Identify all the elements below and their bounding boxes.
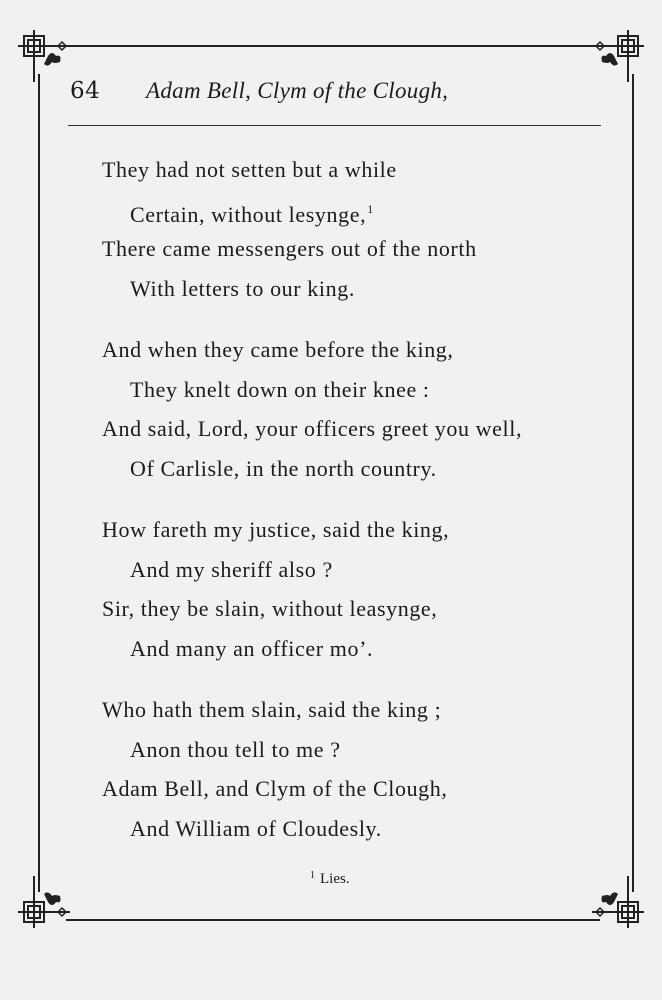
poem-body xyxy=(102,150,602,870)
verse-line: There came messengers out of the north xyxy=(102,236,477,261)
stanza xyxy=(102,330,602,488)
verse-line: How fareth my justice, said the king, xyxy=(102,517,450,542)
verse-line: And said, Lord, your officers greet you well, xyxy=(102,416,523,441)
footnote xyxy=(310,870,350,888)
border-top xyxy=(66,45,600,47)
border-right xyxy=(632,74,634,892)
header-rule xyxy=(68,125,601,126)
border-bottom xyxy=(66,919,600,921)
page-header xyxy=(70,74,600,110)
verse-line: Who hath them slain, said the king ; xyxy=(102,697,442,722)
footnote-marker: 1 xyxy=(367,201,374,216)
fleur-corner-icon xyxy=(14,26,70,82)
verse-line: And William of Cloudesly. xyxy=(130,815,382,841)
stanza xyxy=(102,150,602,308)
verse-line: And when they came before the king, xyxy=(102,337,454,362)
verse-line xyxy=(102,190,602,230)
running-head: Adam Bell, Clym of the Clough, xyxy=(146,78,449,103)
footnote-number: 1 xyxy=(310,870,315,881)
page-number: 64 xyxy=(70,78,101,104)
verse-line-text: Certain, without lesynge, xyxy=(130,201,367,227)
border-left xyxy=(38,74,40,892)
fleur-corner-icon xyxy=(592,876,648,932)
verse-line: And many an officer mo’. xyxy=(130,635,374,661)
verse-line: Sir, they be slain, without leasynge, xyxy=(102,596,438,621)
fleur-corner-icon xyxy=(14,876,70,932)
verse-line: Of Carlisle, in the north country. xyxy=(130,455,437,481)
stanza xyxy=(102,510,602,668)
verse-line: And my sheriff also ? xyxy=(130,556,333,582)
verse-line: They knelt down on their knee : xyxy=(130,376,430,402)
verse-line: Adam Bell, and Clym of the Clough, xyxy=(102,776,448,801)
verse-line: Anon thou tell to me ? xyxy=(130,736,341,762)
verse-line: With letters to our king. xyxy=(130,275,355,301)
fleur-corner-icon xyxy=(592,26,648,82)
footnote-text: Lies. xyxy=(320,871,350,887)
verse-line: They had not setten but a while xyxy=(102,157,397,182)
stanza xyxy=(102,690,602,848)
